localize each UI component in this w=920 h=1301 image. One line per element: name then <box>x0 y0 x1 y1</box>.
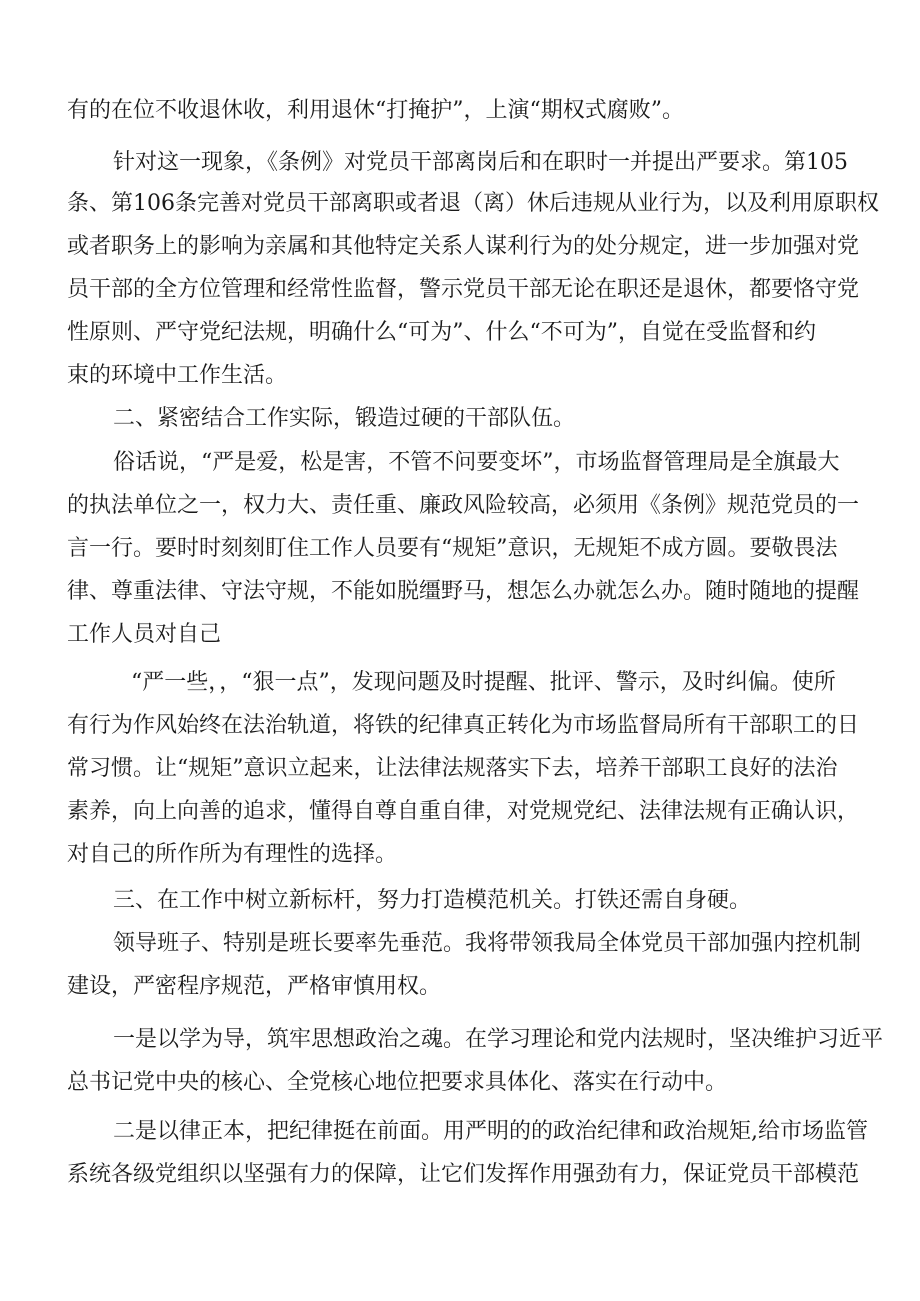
text-line: 有行为作风始终在法治轨道，将铁的纪律真正转化为市场监督局所有干部职工的日 <box>67 713 860 738</box>
text-line: 常习惯。让“规矩”意识立起来，让法律法规落实下去，培养干部职工良好的法治 <box>67 756 838 781</box>
text-line: 条、第106条完善对党员干部离职或者退（离）休后违规从业行为，以及利用原职权 <box>67 191 879 216</box>
text-line: 针对这一现象，《条例》对党员干部离岗后和在职时一并提出严要求。第105 <box>113 150 848 175</box>
text-line: 的执法单位之一，权力大、责任重、廉政风险较高，必须用《条例》规范党员的一 <box>67 493 860 518</box>
text-line: 工作人员对自己 <box>67 622 222 647</box>
text-line: “严一些，，“狠一点”，发现问题及时提醒、批评、警示，及时纠偏。使所 <box>131 670 836 695</box>
text-line: 系统各级党组织以坚强有力的保障，让它们发挥作用强劲有力，保证党员干部模范 <box>67 1162 860 1187</box>
text-line: 建设，严密程序规范，严格审慎用权。 <box>67 974 442 999</box>
text-line: 有的在位不收退休收，利用退休“打掩护”，上演“期权式腐败”。 <box>67 98 684 123</box>
text-line: 束的环境中工作生活。 <box>67 363 288 388</box>
text-line: 俗话说，“严是爱，松是害，不管不问要变坏”，市场监督管理局是全旗最大 <box>113 450 840 475</box>
text-line: 言一行。要时时刻刻盯住工作人员要有“规矩”意识，无规矩不成方圆。要敬畏法 <box>67 536 838 561</box>
text-line: 一是以学为导，筑牢思想政治之魂。在学习理论和党内法规时，坚决维护习近平 <box>113 1027 884 1052</box>
text-line: 素养，向上向善的追求，懂得自尊自重自律，对党规党纪、法律法规有正确认识， <box>67 799 860 824</box>
text-line: 员干部的全方位管理和经常性监督，警示党员干部无论在职还是退休，都要恪守党 <box>67 277 860 302</box>
text-line: 律、尊重法律、守法守规，不能如脱缰野马，想怎么办就怎么办。随时随地的提醒 <box>67 579 860 604</box>
text-line: 总书记党中央的核心、全党核心地位把要求具体化、落实在行动中。 <box>67 1070 728 1095</box>
text-line: 对自己的所作所为有理性的选择。 <box>67 842 398 867</box>
section-heading: 二、紧密结合工作实际，锻造过硬的干部队伍。 <box>113 406 576 431</box>
text-line: 二是以律正本，把纪律挺在前面。用严明的的政治纪律和政治规矩,给市场监管 <box>113 1119 868 1144</box>
text-line: 领导班子、特别是班长要率先垂范。我将带领我局全体党员干部加强内控机制 <box>113 931 862 956</box>
section-heading: 三、在工作中树立新标杆，努力打造模范机关。打铁还需自身硬。 <box>113 888 752 913</box>
text-line: 或者职务上的影响为亲属和其他特定关系人谋利行为的处分规定，进一步加强对党 <box>67 234 860 259</box>
text-line: 性原则、严守党纪法规，明确什么“可为”、什么“不可为”，自觉在受监督和约 <box>67 320 816 345</box>
